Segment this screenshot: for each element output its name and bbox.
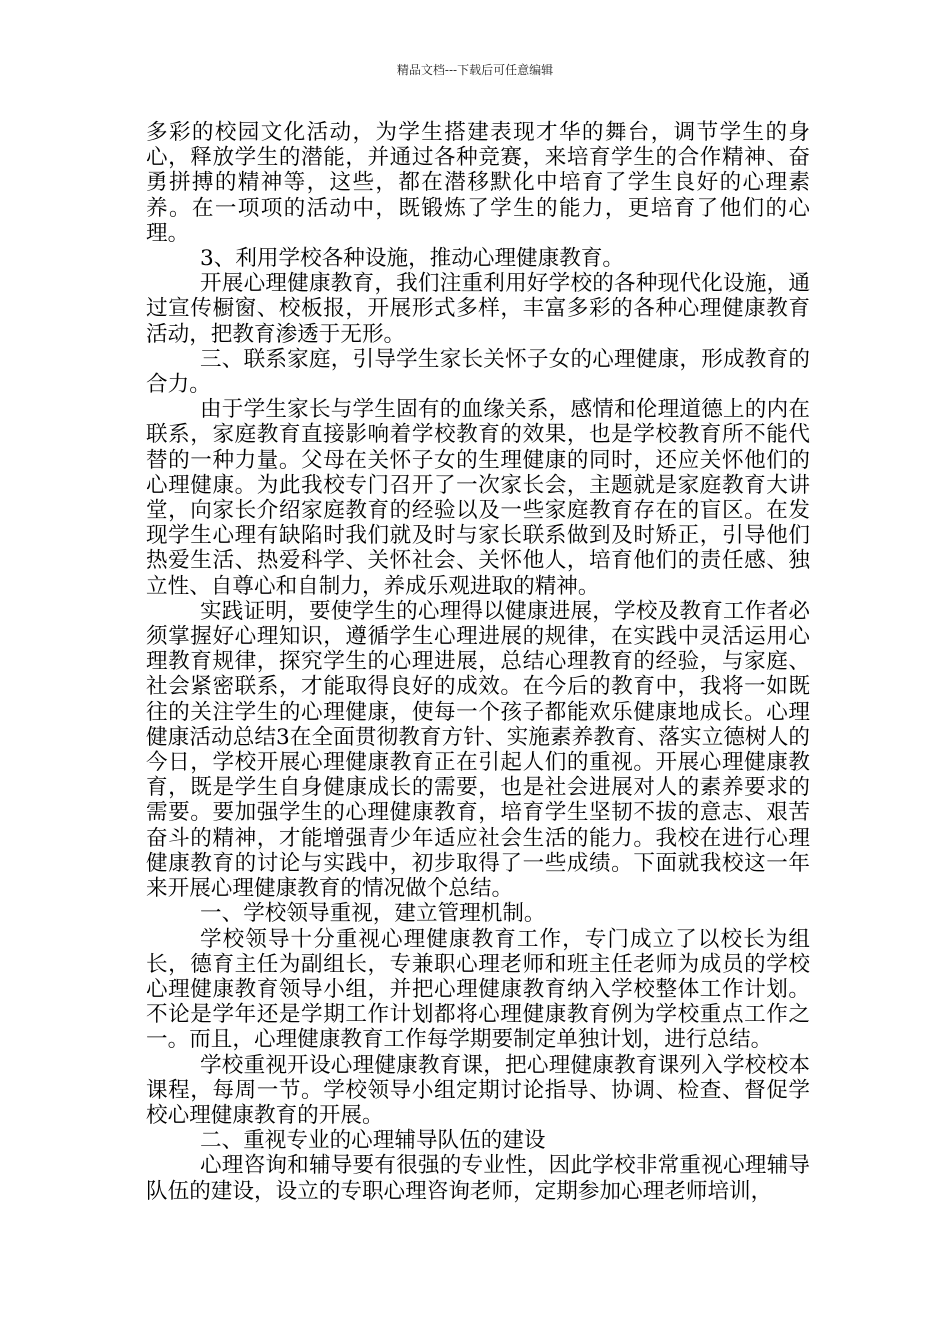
paragraph: 学校重视开设心理健康教育课，把心理健康教育课列入学校校本课程，每周一节。学校领导小组定期讨论指导、协调、检查、督促学校心理健康教育的开展。	[146, 1052, 810, 1128]
section-heading: 3、利用学校各种设施，推动心理健康教育。	[200, 246, 625, 272]
document-body	[146, 120, 810, 1204]
section-heading: 一、学校领导重视，建立管理机制。	[200, 901, 546, 927]
paragraph: 学校领导十分重视心理健康教育工作，专门成立了以校长为组长，德育主任为副组长，专兼职心理老师和班主任老师为成员的学校心理健康教育领导小组，并把心理健康教育纳入学校整体工作计划。不论是学年还是学期工作计划都将心理健康教育例为学校重点工作之一。而且，心理健康教育工作每学期要制定单独计划，进行总结。	[146, 926, 810, 1053]
section-heading: 二、重视专业的心理辅导队伍的建设	[200, 1128, 546, 1154]
paragraph: 开展心理健康教育，我们注重利用好学校的各种现代化设施，通过宣传橱窗、校板报，开展形式多样，丰富多彩的各种心理健康教育活动，把教育渗透于无形。	[146, 271, 810, 347]
section-heading: 三、联系家庭，引导学生家长关怀子女的心理健康，形成教育的合力。	[146, 346, 810, 398]
paragraph: 实践证明，要使学生的心理得以健康进展，学校及教育工作者必须掌握好心理知识，遵循学生心理进展的规律，在实践中灵活运用心理教育规律，探究学生的心理进展，总结心理教育的经验，与家庭、社会紧密联系，才能取得良好的成效。在今后的教育中，我将一如既往的关注学生的心理健康，使每一个孩子都能欢乐健康地成长。心理健康活动总结3在全面贯彻教育方针、实施素养教育、落实立德树人的今日，学校开展心理健康教育正在引起人们的重视。开展心理健康教育，既是学生自身健康成长的需要，也是社会进展对人的素养要求的需要。要加强学生的心理健康教育，培育学生坚韧不拔的意志、艰苦奋斗的精神，才能增强青少年适应社会生活的能力。我校在进行心理健康教育的讨论与实践中，初步取得了一些成绩。下面就我校这一年来开展心理健康教育的情况做个总结。	[146, 598, 810, 902]
paragraph: 由于学生家长与学生固有的血缘关系，感情和伦理道德上的内在联系，家庭教育直接影响着学校教育的效果，也是学校教育所不能代替的一种力量。父母在关怀子女的生理健康的同时，还应关怀他们的心理健康。为此我校专门召开了一次家长会，主题就是家庭教育大讲堂，向家长介绍家庭教育的经验以及一些家庭教育存在的盲区。在发现学生心理有缺陷时我们就及时与家长联系做到及时矫正，引导他们热爱生活、热爱科学、关怀社会、关怀他人，培育他们的责任感、独立性、自尊心和自制力，养成乐观进取的精神。	[146, 397, 810, 599]
paragraph: 心理咨询和辅导要有很强的专业性，因此学校非常重视心理辅导队伍的建设，设立的专职心理咨询老师，定期参加心理老师培训，	[146, 1153, 810, 1204]
page-header: 精品文档---下载后可任意编辑	[396, 63, 554, 77]
paragraph: 多彩的校园文化活动，为学生搭建表现才华的舞台，调节学生的身心，释放学生的潜能，并通过各种竞赛，来培育学生的合作精神、奋勇拼搏的精神等，这些，都在潜移默化中培育了学生良好的心理素养。在一项项的活动中，既锻炼了学生的能力，更培育了他们的心理。	[146, 120, 810, 246]
